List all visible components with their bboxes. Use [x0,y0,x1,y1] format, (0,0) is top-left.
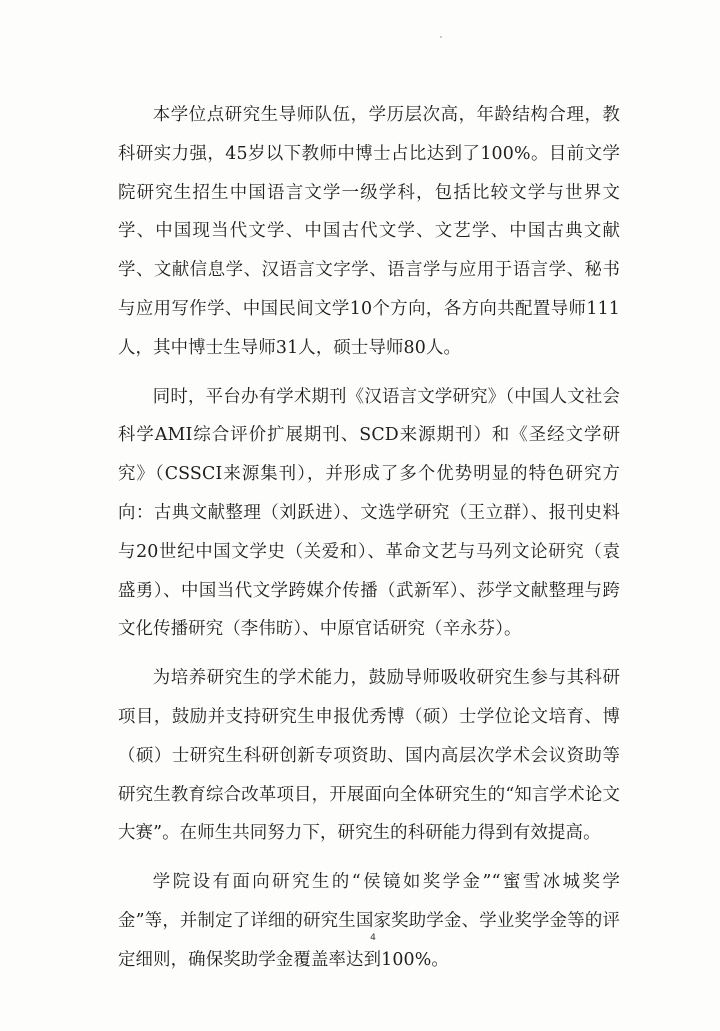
paragraph-research-ability: 为培养研究生的学术能力，鼓励导师吸收研究生参与其科研项目，鼓励并支持研究生申报优秀博（硕）士学位论文培育、博（硕）士研究生科研创新专项资助、国内高层次学术会议资助等研究生教育综合改革项目，开展面向全体研究生的“知言学术论文大赛”。在师生共同努力下，研究生的科研能力得到有效提高。 [118,668,620,844]
paragraph-journals: 同时，平台办有学术期刊《汉语言文学研究》（中国人文社会科学AMI综合评价扩展期刊、SCD来源期刊）和《圣经文学研究》（CSSCI来源集刊），并形成了多个优势明显的特色研究方向：古典文献整理（刘跃进）、文选学研究（王立群）、报刊史料与20世纪中国文学史（关爱和）、革命文艺与马列文论研究（袁盛勇）、中国当代文学跨媒介传播（武新军）、莎学文献整理与跨文化传播研究（李伟昉）、中原官话研究（辛永芬）。 [118,386,620,640]
paragraph-scholarships: 学院设有面向研究生的“侯镜如奖学金”“蜜雪冰城奖学金”等，并制定了详细的研究生国家奖助学金、学业奖学金等的评定细则，确保奖助学金覆盖率达到100%。 [118,872,620,970]
body-text [118,96,620,990]
scan-speck [440,36,442,38]
page-number: 4 [370,933,376,943]
paragraph-supervisors: 本学位点研究生导师队伍，学历层次高，年龄结构合理，教科研实力强，45岁以下教师中博士占比达到了100%。目前文学院研究生招生中国语言文学一级学科，包括比较文学与世界文学、中国现当代文学、中国古代文学、文艺学、中国古典文献学、文献信息学、汉语言文字学、语言学与应用于语言学、秘书与应用写作学、中国民间文学10个方向，各方向共配置导师111人，其中博士生导师31人，硕士导师80人。 [118,105,620,358]
